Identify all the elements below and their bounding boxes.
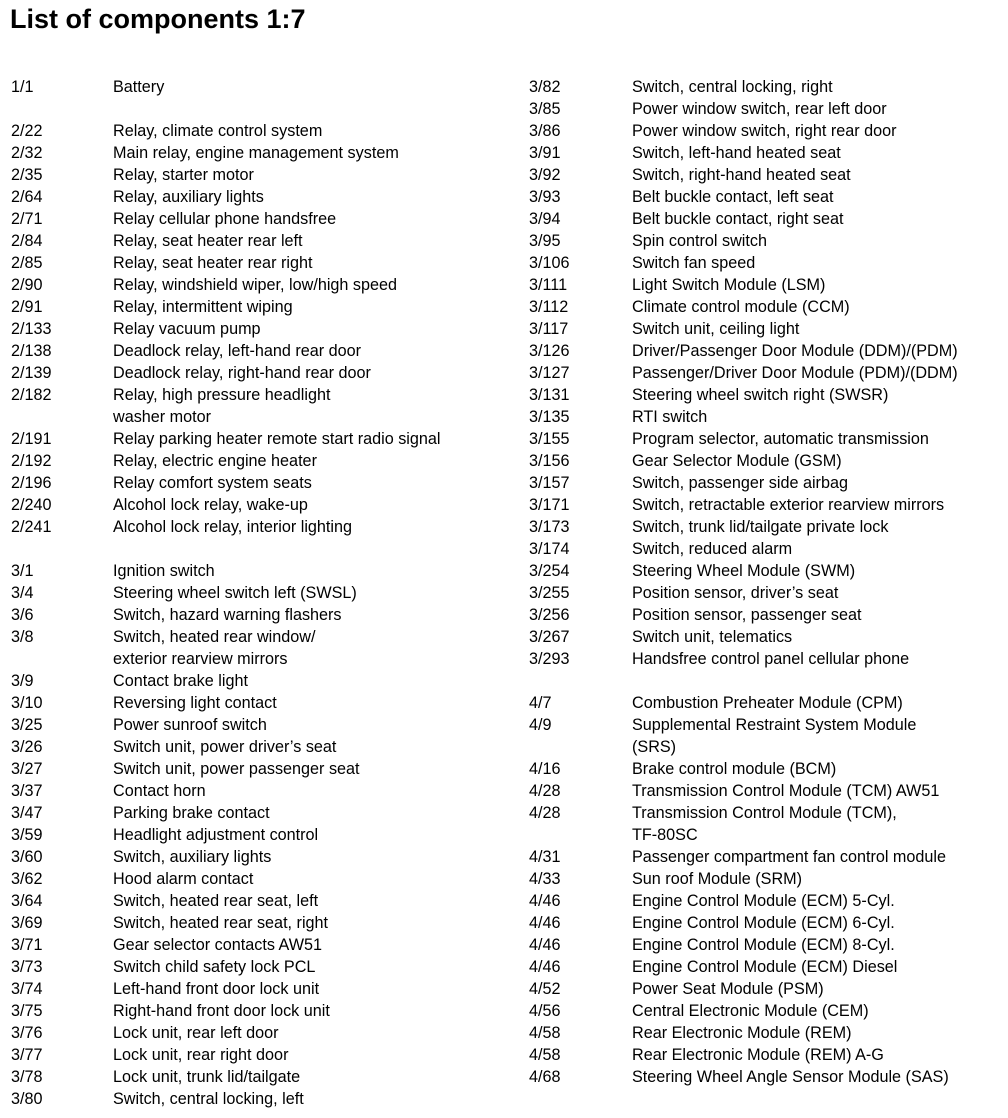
component-code: 4/33 [529, 870, 561, 888]
component-description: Engine Control Module (ECM) Diesel [632, 958, 898, 976]
component-row [529, 76, 1004, 98]
component-code: 2/240 [11, 496, 52, 514]
component-code: 4/46 [529, 914, 561, 932]
component-code: 3/69 [11, 914, 43, 932]
component-row [11, 186, 511, 208]
component-description: TF-80SC [632, 826, 698, 844]
component-description: Steering wheel switch left (SWSL) [113, 584, 357, 602]
component-code: 3/74 [11, 980, 43, 998]
component-row [529, 472, 1004, 494]
component-description: Transmission Control Module (TCM), [632, 804, 897, 822]
component-code: 3/255 [529, 584, 570, 602]
component-row [529, 604, 1004, 626]
component-row [529, 890, 1004, 912]
component-description: Switch, auxiliary lights [113, 848, 272, 866]
component-description: Switch unit, power passenger seat [113, 760, 360, 778]
component-row [529, 978, 1004, 1000]
component-description: Hood alarm contact [113, 870, 254, 888]
component-row [11, 1000, 511, 1022]
component-description: Switch, reduced alarm [632, 540, 793, 558]
component-list-left [11, 76, 511, 1110]
component-code: 2/241 [11, 518, 52, 536]
component-row [11, 406, 511, 428]
component-row [529, 934, 1004, 956]
component-code: 2/71 [11, 210, 43, 228]
component-code: 3/82 [529, 78, 561, 96]
component-row [529, 736, 1004, 758]
component-code: 4/28 [529, 804, 561, 822]
component-description: Switch, central locking, right [632, 78, 833, 96]
component-description: Steering Wheel Angle Sensor Module (SAS) [632, 1068, 949, 1086]
component-code: 4/46 [529, 958, 561, 976]
component-code: 3/171 [529, 496, 570, 514]
component-description: Relay, seat heater rear left [113, 232, 303, 250]
component-description: Relay, windshield wiper, low/high speed [113, 276, 398, 294]
component-description: Handsfree control panel cellular phone [632, 650, 910, 668]
component-row [11, 384, 511, 406]
component-row [529, 692, 1004, 714]
component-row [11, 340, 511, 362]
component-code: 3/173 [529, 518, 570, 536]
component-row [11, 164, 511, 186]
component-row [529, 230, 1004, 252]
component-description: Sun roof Module (SRM) [632, 870, 803, 888]
component-row [11, 142, 511, 164]
component-row [529, 340, 1004, 362]
component-row [11, 1066, 511, 1088]
component-description: Relay comfort system seats [113, 474, 312, 492]
component-description: Alcohol lock relay, interior lighting [113, 518, 353, 536]
component-description: Power sunroof switch [113, 716, 267, 734]
component-code: 3/78 [11, 1068, 43, 1086]
component-description: Switch, right-hand heated seat [632, 166, 851, 184]
component-code: 3/62 [11, 870, 43, 888]
component-code: 3/37 [11, 782, 43, 800]
component-row [529, 956, 1004, 978]
component-code: 4/56 [529, 1002, 561, 1020]
component-row [529, 1044, 1004, 1066]
component-row [11, 956, 511, 978]
component-description: Climate control module (CCM) [632, 298, 850, 316]
component-code: 3/26 [11, 738, 43, 756]
component-row [11, 626, 511, 648]
component-code: 4/46 [529, 936, 561, 954]
component-description: Brake control module (BCM) [632, 760, 837, 778]
component-code: 3/4 [11, 584, 34, 602]
component-row [11, 978, 511, 1000]
component-description: Relay, high pressure headlight [113, 386, 331, 404]
component-list-right [529, 76, 1004, 1088]
component-row [529, 384, 1004, 406]
component-row [529, 648, 1004, 670]
component-row [11, 714, 511, 736]
component-row [529, 626, 1004, 648]
component-row [11, 582, 511, 604]
component-description: Lock unit, rear right door [113, 1046, 289, 1064]
component-code: 2/133 [11, 320, 52, 338]
component-code: 3/47 [11, 804, 43, 822]
component-row [529, 98, 1004, 120]
component-row [529, 208, 1004, 230]
component-row [11, 428, 511, 450]
component-description: Central Electronic Module (CEM) [632, 1002, 869, 1020]
component-description: Rear Electronic Module (REM) A-G [632, 1046, 884, 1064]
component-description: Belt buckle contact, right seat [632, 210, 844, 228]
component-description: RTI switch [632, 408, 708, 426]
component-description: Relay, seat heater rear right [113, 254, 313, 272]
component-row [529, 516, 1004, 538]
component-description: Steering Wheel Module (SWM) [632, 562, 856, 580]
component-description: Relay, intermittent wiping [113, 298, 293, 316]
component-description: Position sensor, passenger seat [632, 606, 862, 624]
component-code: 3/293 [529, 650, 570, 668]
component-description: Relay vacuum pump [113, 320, 261, 338]
component-row [529, 406, 1004, 428]
component-description: Switch unit, power driver’s seat [113, 738, 337, 756]
component-description: (SRS) [632, 738, 677, 756]
component-row [11, 98, 511, 120]
component-description: Switch, heated rear seat, left [113, 892, 319, 910]
component-code: 2/139 [11, 364, 52, 382]
component-description: Power window switch, rear left door [632, 100, 887, 118]
component-description: Driver/Passenger Door Module (DDM)/(PDM) [632, 342, 958, 360]
component-row [11, 538, 511, 560]
component-description: exterior rearview mirrors [113, 650, 288, 668]
component-description: Deadlock relay, right-hand rear door [113, 364, 371, 382]
component-row [529, 714, 1004, 736]
component-row [11, 648, 511, 670]
component-row [529, 252, 1004, 274]
component-description: Rear Electronic Module (REM) [632, 1024, 852, 1042]
component-code: 3/91 [529, 144, 561, 162]
component-code: 3/10 [11, 694, 43, 712]
component-description: Light Switch Module (LSM) [632, 276, 826, 294]
component-description: Engine Control Module (ECM) 6-Cyl. [632, 914, 895, 932]
component-code: 3/111 [529, 276, 568, 294]
component-description: Parking brake contact [113, 804, 270, 822]
component-description: Ignition switch [113, 562, 215, 580]
component-description: Lock unit, rear left door [113, 1024, 279, 1042]
component-code: 4/46 [529, 892, 561, 910]
component-code: 3/92 [529, 166, 561, 184]
component-code: 3/60 [11, 848, 43, 866]
component-description: Switch, retractable exterior rearview mirrors [632, 496, 945, 514]
component-row [11, 560, 511, 582]
component-code: 3/73 [11, 958, 43, 976]
component-code: 2/192 [11, 452, 52, 470]
component-row [11, 76, 511, 98]
component-description: Power window switch, right rear door [632, 122, 897, 140]
component-code: 3/174 [529, 540, 570, 558]
component-row [11, 362, 511, 384]
component-row [529, 1000, 1004, 1022]
component-description: washer motor [113, 408, 212, 426]
component-row [529, 494, 1004, 516]
component-row [11, 208, 511, 230]
component-code: 2/32 [11, 144, 43, 162]
component-row [529, 362, 1004, 384]
component-description: Steering wheel switch right (SWSR) [632, 386, 889, 404]
component-code: 2/64 [11, 188, 43, 206]
component-description: Switch, hazard warning flashers [113, 606, 342, 624]
component-code: 3/71 [11, 936, 43, 954]
component-description: Passenger/Driver Door Module (PDM)/(DDM) [632, 364, 958, 382]
component-code: 3/85 [529, 100, 561, 118]
component-row [529, 780, 1004, 802]
component-code: 2/90 [11, 276, 43, 294]
component-description: Switch, left-hand heated seat [632, 144, 841, 162]
component-code: 3/80 [11, 1090, 43, 1108]
component-row [11, 516, 511, 538]
component-row [529, 164, 1004, 186]
component-code: 2/35 [11, 166, 43, 184]
component-code: 4/7 [529, 694, 552, 712]
component-description: Belt buckle contact, left seat [632, 188, 834, 206]
component-description: Left-hand front door lock unit [113, 980, 320, 998]
component-description: Program selector, automatic transmission [632, 430, 929, 448]
component-code: 3/95 [529, 232, 561, 250]
component-code: 3/59 [11, 826, 43, 844]
component-code: 3/131 [529, 386, 570, 404]
component-code: 4/16 [529, 760, 561, 778]
component-row [11, 868, 511, 890]
component-row [529, 318, 1004, 340]
component-code: 1/1 [11, 78, 34, 96]
component-description: Contact brake light [113, 672, 248, 690]
component-description: Headlight adjustment control [113, 826, 319, 844]
component-row [529, 824, 1004, 846]
component-code: 2/91 [11, 298, 43, 316]
component-description: Deadlock relay, left-hand rear door [113, 342, 362, 360]
component-code: 2/84 [11, 232, 43, 250]
component-row [529, 802, 1004, 824]
component-code: 2/138 [11, 342, 52, 360]
component-code: 2/191 [11, 430, 52, 448]
component-row [11, 296, 511, 318]
component-row [529, 758, 1004, 780]
component-row [529, 560, 1004, 582]
component-description: Main relay, engine management system [113, 144, 399, 162]
component-row [11, 824, 511, 846]
component-description: Switch unit, telematics [632, 628, 793, 646]
component-description: Switch, heated rear seat, right [113, 914, 329, 932]
component-code: 3/1 [11, 562, 34, 580]
component-code: 3/25 [11, 716, 43, 734]
component-description: Transmission Control Module (TCM) AW51 [632, 782, 940, 800]
component-code: 3/157 [529, 474, 570, 492]
component-code: 2/182 [11, 386, 52, 404]
component-code: 3/75 [11, 1002, 43, 1020]
component-code: 3/6 [11, 606, 34, 624]
component-code: 3/94 [529, 210, 561, 228]
component-row [529, 538, 1004, 560]
component-description: Switch, passenger side airbag [632, 474, 848, 492]
component-description: Switch child safety lock PCL [113, 958, 316, 976]
component-code: 2/85 [11, 254, 43, 272]
component-row [11, 318, 511, 340]
component-row [11, 934, 511, 956]
component-row [11, 252, 511, 274]
component-code: 4/52 [529, 980, 561, 998]
component-code: 4/58 [529, 1024, 561, 1042]
component-description: Relay parking heater remote start radio signal [113, 430, 441, 448]
component-row [529, 1066, 1004, 1088]
component-row [11, 780, 511, 802]
component-code: 4/28 [529, 782, 561, 800]
component-description: Switch fan speed [632, 254, 756, 272]
component-row [529, 912, 1004, 934]
component-row [11, 1088, 511, 1110]
component-code: 3/267 [529, 628, 570, 646]
component-code: 3/112 [529, 298, 569, 316]
component-row [529, 186, 1004, 208]
component-row [529, 670, 1004, 692]
component-description: Engine Control Module (ECM) 5-Cyl. [632, 892, 895, 910]
component-row [529, 296, 1004, 318]
component-row [11, 846, 511, 868]
component-row [11, 912, 511, 934]
component-row [529, 120, 1004, 142]
component-code: 2/196 [11, 474, 52, 492]
component-description: Relay, climate control system [113, 122, 323, 140]
component-row [11, 758, 511, 780]
component-row [11, 472, 511, 494]
component-row [11, 692, 511, 714]
component-code: 3/27 [11, 760, 43, 778]
component-row [11, 890, 511, 912]
component-description: Position sensor, driver’s seat [632, 584, 839, 602]
component-row [529, 428, 1004, 450]
component-description: Gear selector contacts AW51 [113, 936, 323, 954]
component-code: 3/86 [529, 122, 561, 140]
component-row [529, 450, 1004, 472]
component-row [11, 802, 511, 824]
component-description: Power Seat Module (PSM) [632, 980, 824, 998]
component-description: Switch, heated rear window/ [113, 628, 316, 646]
component-code: 3/135 [529, 408, 570, 426]
page-title: List of components 1:7 [10, 4, 306, 34]
component-code: 3/155 [529, 430, 570, 448]
component-description: Contact horn [113, 782, 206, 800]
component-description: Reversing light contact [113, 694, 277, 712]
component-code: 4/68 [529, 1068, 561, 1086]
component-description: Passenger compartment fan control module [632, 848, 947, 866]
component-description: Supplemental Restraint System Module [632, 716, 917, 734]
component-code: 3/127 [529, 364, 570, 382]
component-row [11, 274, 511, 296]
component-code: 3/256 [529, 606, 570, 624]
component-code: 2/22 [11, 122, 43, 140]
component-code: 3/117 [529, 320, 569, 338]
component-code: 4/9 [529, 716, 552, 734]
component-code: 4/31 [529, 848, 561, 866]
component-description: Lock unit, trunk lid/tailgate [113, 1068, 301, 1086]
component-description: Relay, auxiliary lights [113, 188, 264, 206]
component-row [11, 120, 511, 142]
component-description: Relay cellular phone handsfree [113, 210, 337, 228]
component-code: 3/126 [529, 342, 570, 360]
component-description: Switch unit, ceiling light [632, 320, 800, 338]
component-row [529, 846, 1004, 868]
component-description: Relay, electric engine heater [113, 452, 317, 470]
component-code: 3/77 [11, 1046, 43, 1064]
component-description: Battery [113, 78, 165, 96]
component-description: Alcohol lock relay, wake-up [113, 496, 308, 514]
component-description: Engine Control Module (ECM) 8-Cyl. [632, 936, 895, 954]
component-row [11, 450, 511, 472]
component-row [529, 142, 1004, 164]
component-row [11, 670, 511, 692]
component-row [11, 736, 511, 758]
component-code: 3/76 [11, 1024, 43, 1042]
component-row [11, 604, 511, 626]
component-row [11, 230, 511, 252]
component-description: Right-hand front door lock unit [113, 1002, 330, 1020]
component-row [11, 1044, 511, 1066]
component-code: 3/106 [529, 254, 570, 272]
component-description: Relay, starter motor [113, 166, 254, 184]
component-row [11, 494, 511, 516]
component-row [529, 868, 1004, 890]
component-code: 3/8 [11, 628, 34, 646]
component-code: 3/156 [529, 452, 570, 470]
component-code: 3/254 [529, 562, 570, 580]
component-description: Gear Selector Module (GSM) [632, 452, 842, 470]
component-description: Switch, trunk lid/tailgate private lock [632, 518, 889, 536]
component-description: Combustion Preheater Module (CPM) [632, 694, 903, 712]
component-row [529, 1022, 1004, 1044]
component-description: Spin control switch [632, 232, 767, 250]
component-row [529, 274, 1004, 296]
component-code: 3/64 [11, 892, 43, 910]
component-code: 4/58 [529, 1046, 561, 1064]
component-description: Switch, central locking, left [113, 1090, 304, 1108]
component-row [529, 582, 1004, 604]
component-row [11, 1022, 511, 1044]
component-code: 3/93 [529, 188, 561, 206]
component-code: 3/9 [11, 672, 34, 690]
